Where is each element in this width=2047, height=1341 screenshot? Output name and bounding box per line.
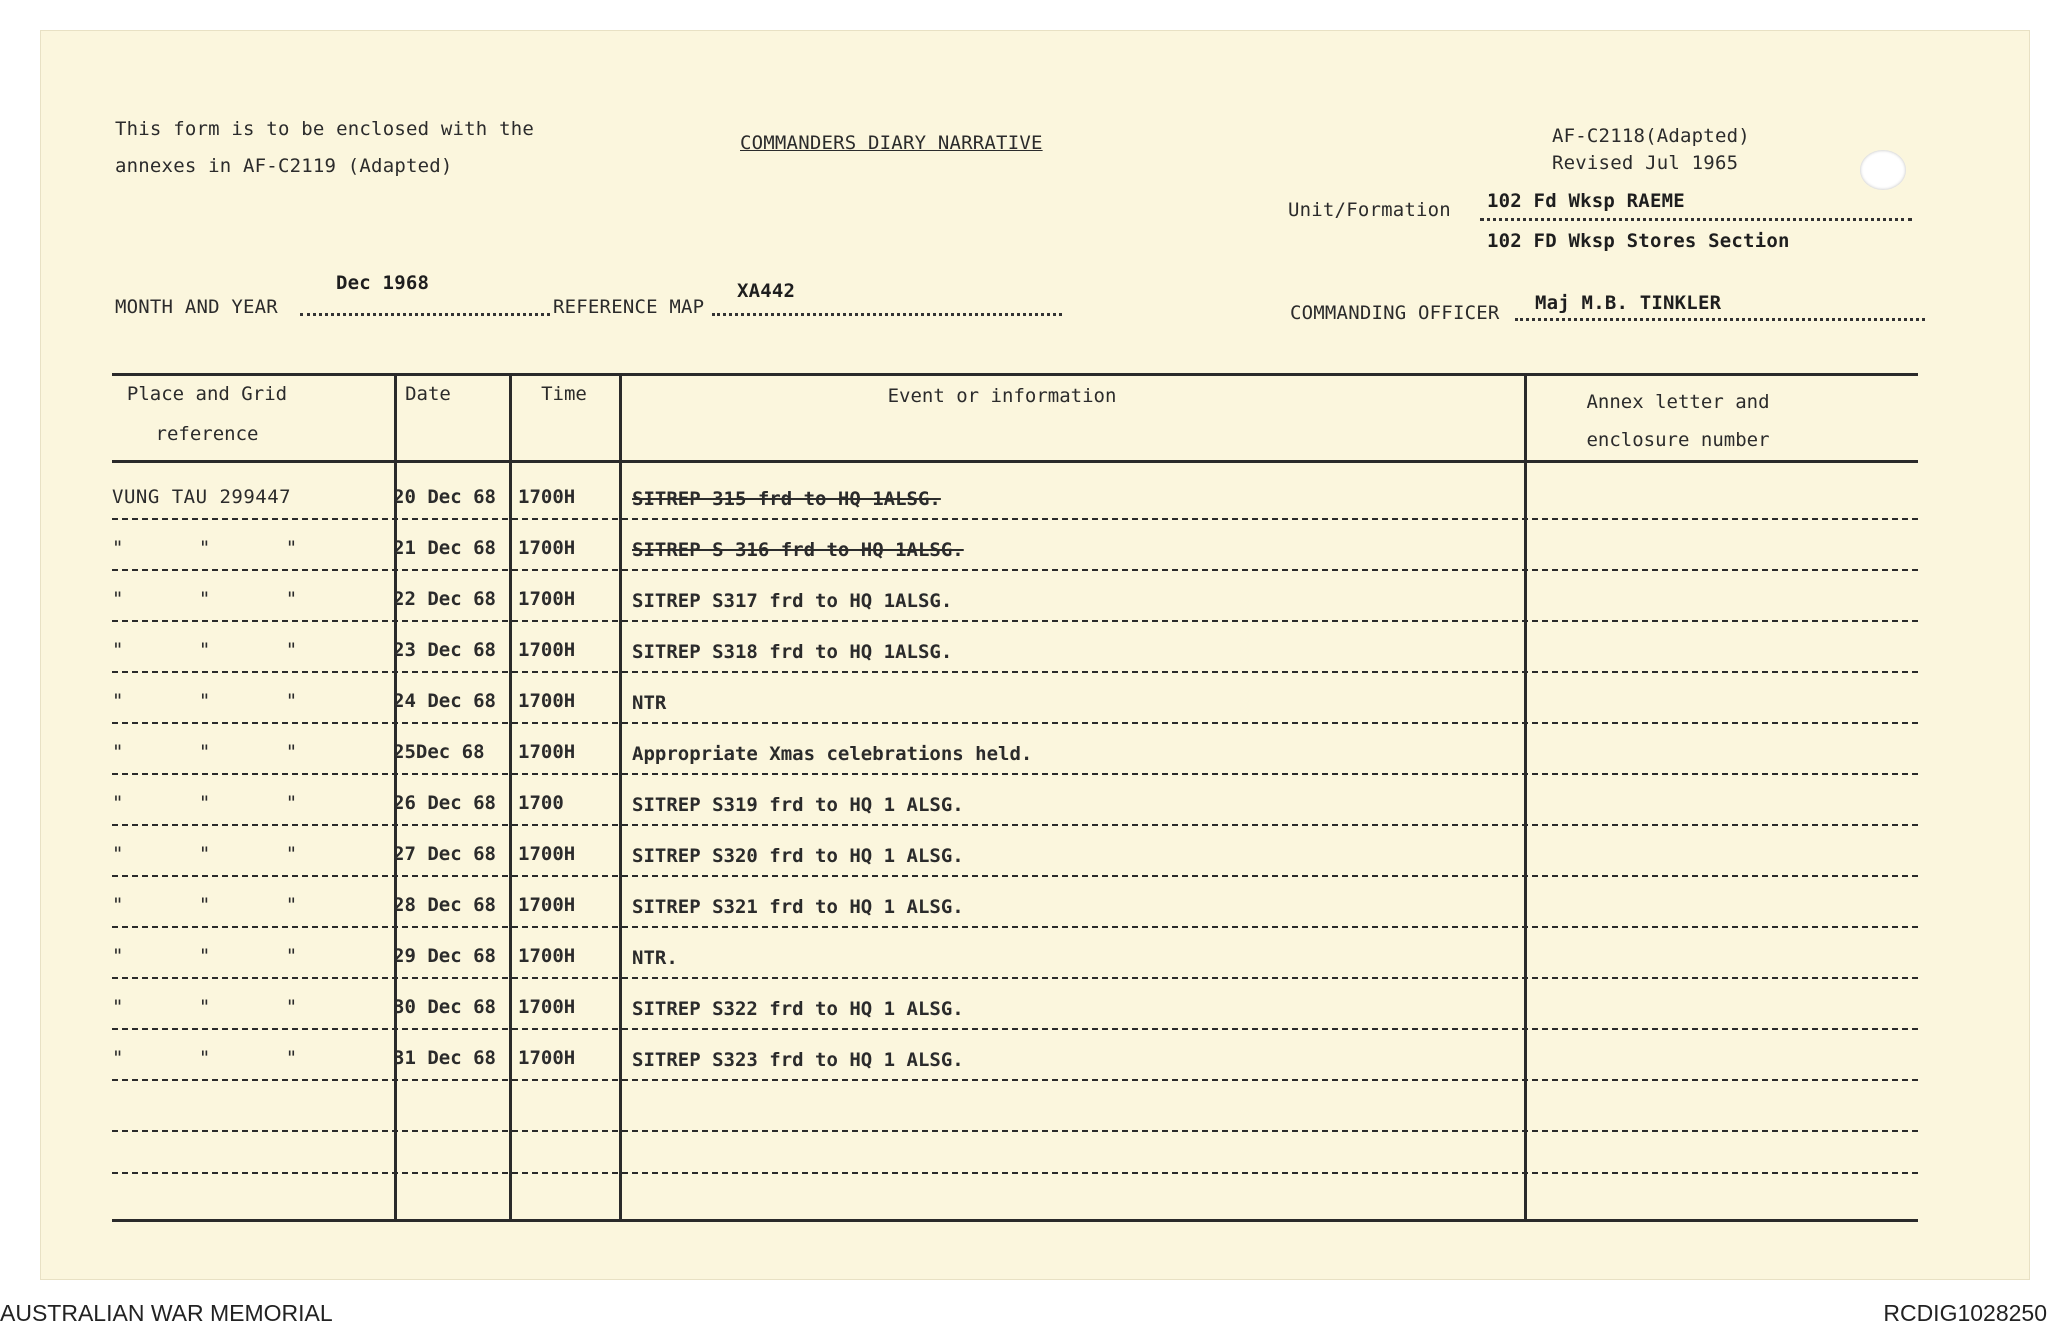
unit-value-2: 102 FD Wksp Stores Section (1487, 230, 1790, 252)
cell-place: " " " (112, 690, 330, 712)
cell-date: 28 Dec 68 (393, 894, 496, 916)
form-note-line1: This form is to be enclosed with the (115, 118, 535, 140)
header-place-line1: Place and Grid (126, 383, 288, 405)
cell-date: 31 Dec 68 (393, 1047, 496, 1069)
cell-event: NTR (632, 692, 667, 714)
cell-place: " " " (112, 996, 330, 1018)
header-time: Time (541, 383, 587, 405)
table-row (0, 470, 2047, 520)
row-divider (112, 569, 1918, 571)
row-divider (112, 671, 1918, 673)
header-date: Date (405, 383, 451, 405)
form-title: COMMANDERS DIARY NARRATIVE (740, 132, 1043, 154)
cell-event: NTR. (632, 947, 678, 969)
cell-place: " " " (112, 537, 330, 559)
table-row (0, 776, 2047, 826)
cell-time: 1700 (518, 792, 564, 814)
table-row (0, 929, 2047, 979)
cell-date: 26 Dec 68 (393, 792, 496, 814)
cell-event: SITREP S317 frd to HQ 1ALSG. (632, 590, 953, 612)
row-divider (112, 824, 1918, 826)
unit-label: Unit/Formation (1288, 199, 1451, 221)
header-place-line2: reference (155, 423, 259, 445)
cell-date: 23 Dec 68 (393, 639, 496, 661)
footer-record-id: RCDIG1028250 (1883, 1300, 2047, 1326)
header-event: Event or information (887, 385, 1117, 407)
row-divider (112, 620, 1918, 622)
form-note-line2: annexes in AF-C2119 (Adapted) (115, 155, 453, 177)
cell-event: SITREP S320 frd to HQ 1 ALSG. (632, 845, 964, 867)
table-row (0, 572, 2047, 622)
cell-place: " " " (112, 1047, 330, 1069)
row-divider (112, 722, 1918, 724)
table-row (0, 980, 2047, 1030)
table-row (0, 674, 2047, 724)
form-revised: Revised Jul 1965 (1552, 152, 1739, 174)
map-value: XA442 (737, 280, 796, 302)
cell-event: SITREP S321 frd to HQ 1 ALSG. (632, 896, 964, 918)
month-label: MONTH AND YEAR (115, 296, 278, 318)
table-row (0, 521, 2047, 571)
table-row (0, 827, 2047, 877)
cell-place: " " " (112, 588, 330, 610)
cell-time: 1700H (518, 996, 576, 1018)
table-header-border (112, 460, 1918, 463)
header-annex-line2: enclosure number (1586, 429, 1770, 451)
row-divider (112, 875, 1918, 877)
cell-date: 24 Dec 68 (393, 690, 496, 712)
footer-archive-name: AUSTRALIAN WAR MEMORIAL (0, 1300, 333, 1326)
cell-time: 1700H (518, 690, 576, 712)
table-row (0, 623, 2047, 673)
co-value: Maj M.B. TINKLER (1535, 292, 1722, 314)
cell-date: 20 Dec 68 (393, 486, 496, 508)
blank-row-line (112, 1130, 1918, 1132)
cell-place: VUNG TAU 299447 (112, 486, 292, 508)
cell-place: " " " (112, 894, 330, 916)
cell-time: 1700H (518, 1047, 576, 1069)
cell-date: 22 Dec 68 (393, 588, 496, 610)
cell-date: 27 Dec 68 (393, 843, 496, 865)
blank-row-line (112, 1172, 1918, 1174)
cell-time: 1700H (518, 588, 576, 610)
map-label: REFERENCE MAP (553, 296, 705, 318)
row-divider (112, 977, 1918, 979)
row-divider (112, 1079, 1918, 1081)
cell-place: " " " (112, 741, 330, 763)
cell-time: 1700H (518, 741, 576, 763)
header-annex-line1: Annex letter and (1586, 391, 1770, 413)
cell-date: 30 Dec 68 (393, 996, 496, 1018)
row-divider (112, 518, 1918, 520)
cell-date: 25Dec 68 (393, 741, 485, 763)
cell-event: SITREP S323 frd to HQ 1 ALSG. (632, 1049, 964, 1071)
cell-time: 1700H (518, 945, 576, 967)
cell-time: 1700H (518, 894, 576, 916)
cell-event: Appropriate Xmas celebrations held. (632, 743, 1033, 765)
cell-place: " " " (112, 945, 330, 967)
cell-place: " " " (112, 792, 330, 814)
cell-place: " " " (112, 843, 330, 865)
cell-time: 1700H (518, 486, 576, 508)
table-bottom-border (112, 1219, 1918, 1222)
table-row (0, 878, 2047, 928)
row-divider (112, 926, 1918, 928)
month-value: Dec 1968 (336, 272, 430, 294)
form-number: AF-C2118(Adapted) (1552, 125, 1750, 147)
unit-value-1: 102 Fd Wksp RAEME (1487, 190, 1685, 212)
cell-place: " " " (112, 639, 330, 661)
co-label: COMMANDING OFFICER (1290, 302, 1500, 324)
cell-event: SITREP S318 frd to HQ 1ALSG. (632, 641, 953, 663)
cell-date: 29 Dec 68 (393, 945, 496, 967)
cell-event: SITREP S322 frd to HQ 1 ALSG. (632, 998, 964, 1020)
cell-time: 1700H (518, 639, 576, 661)
cell-time: 1700H (518, 843, 576, 865)
cell-time: 1700H (518, 537, 576, 559)
table-row (0, 1031, 2047, 1081)
table-row (0, 725, 2047, 775)
cell-event: SITREP S 316 frd to HQ 1ALSG. (632, 539, 964, 561)
row-divider (112, 1028, 1918, 1030)
cell-date: 21 Dec 68 (393, 537, 496, 559)
row-divider (112, 773, 1918, 775)
cell-event: SITREP S319 frd to HQ 1 ALSG. (632, 794, 964, 816)
cell-event: SITREP 315 frd to HQ 1ALSG. (632, 488, 941, 510)
